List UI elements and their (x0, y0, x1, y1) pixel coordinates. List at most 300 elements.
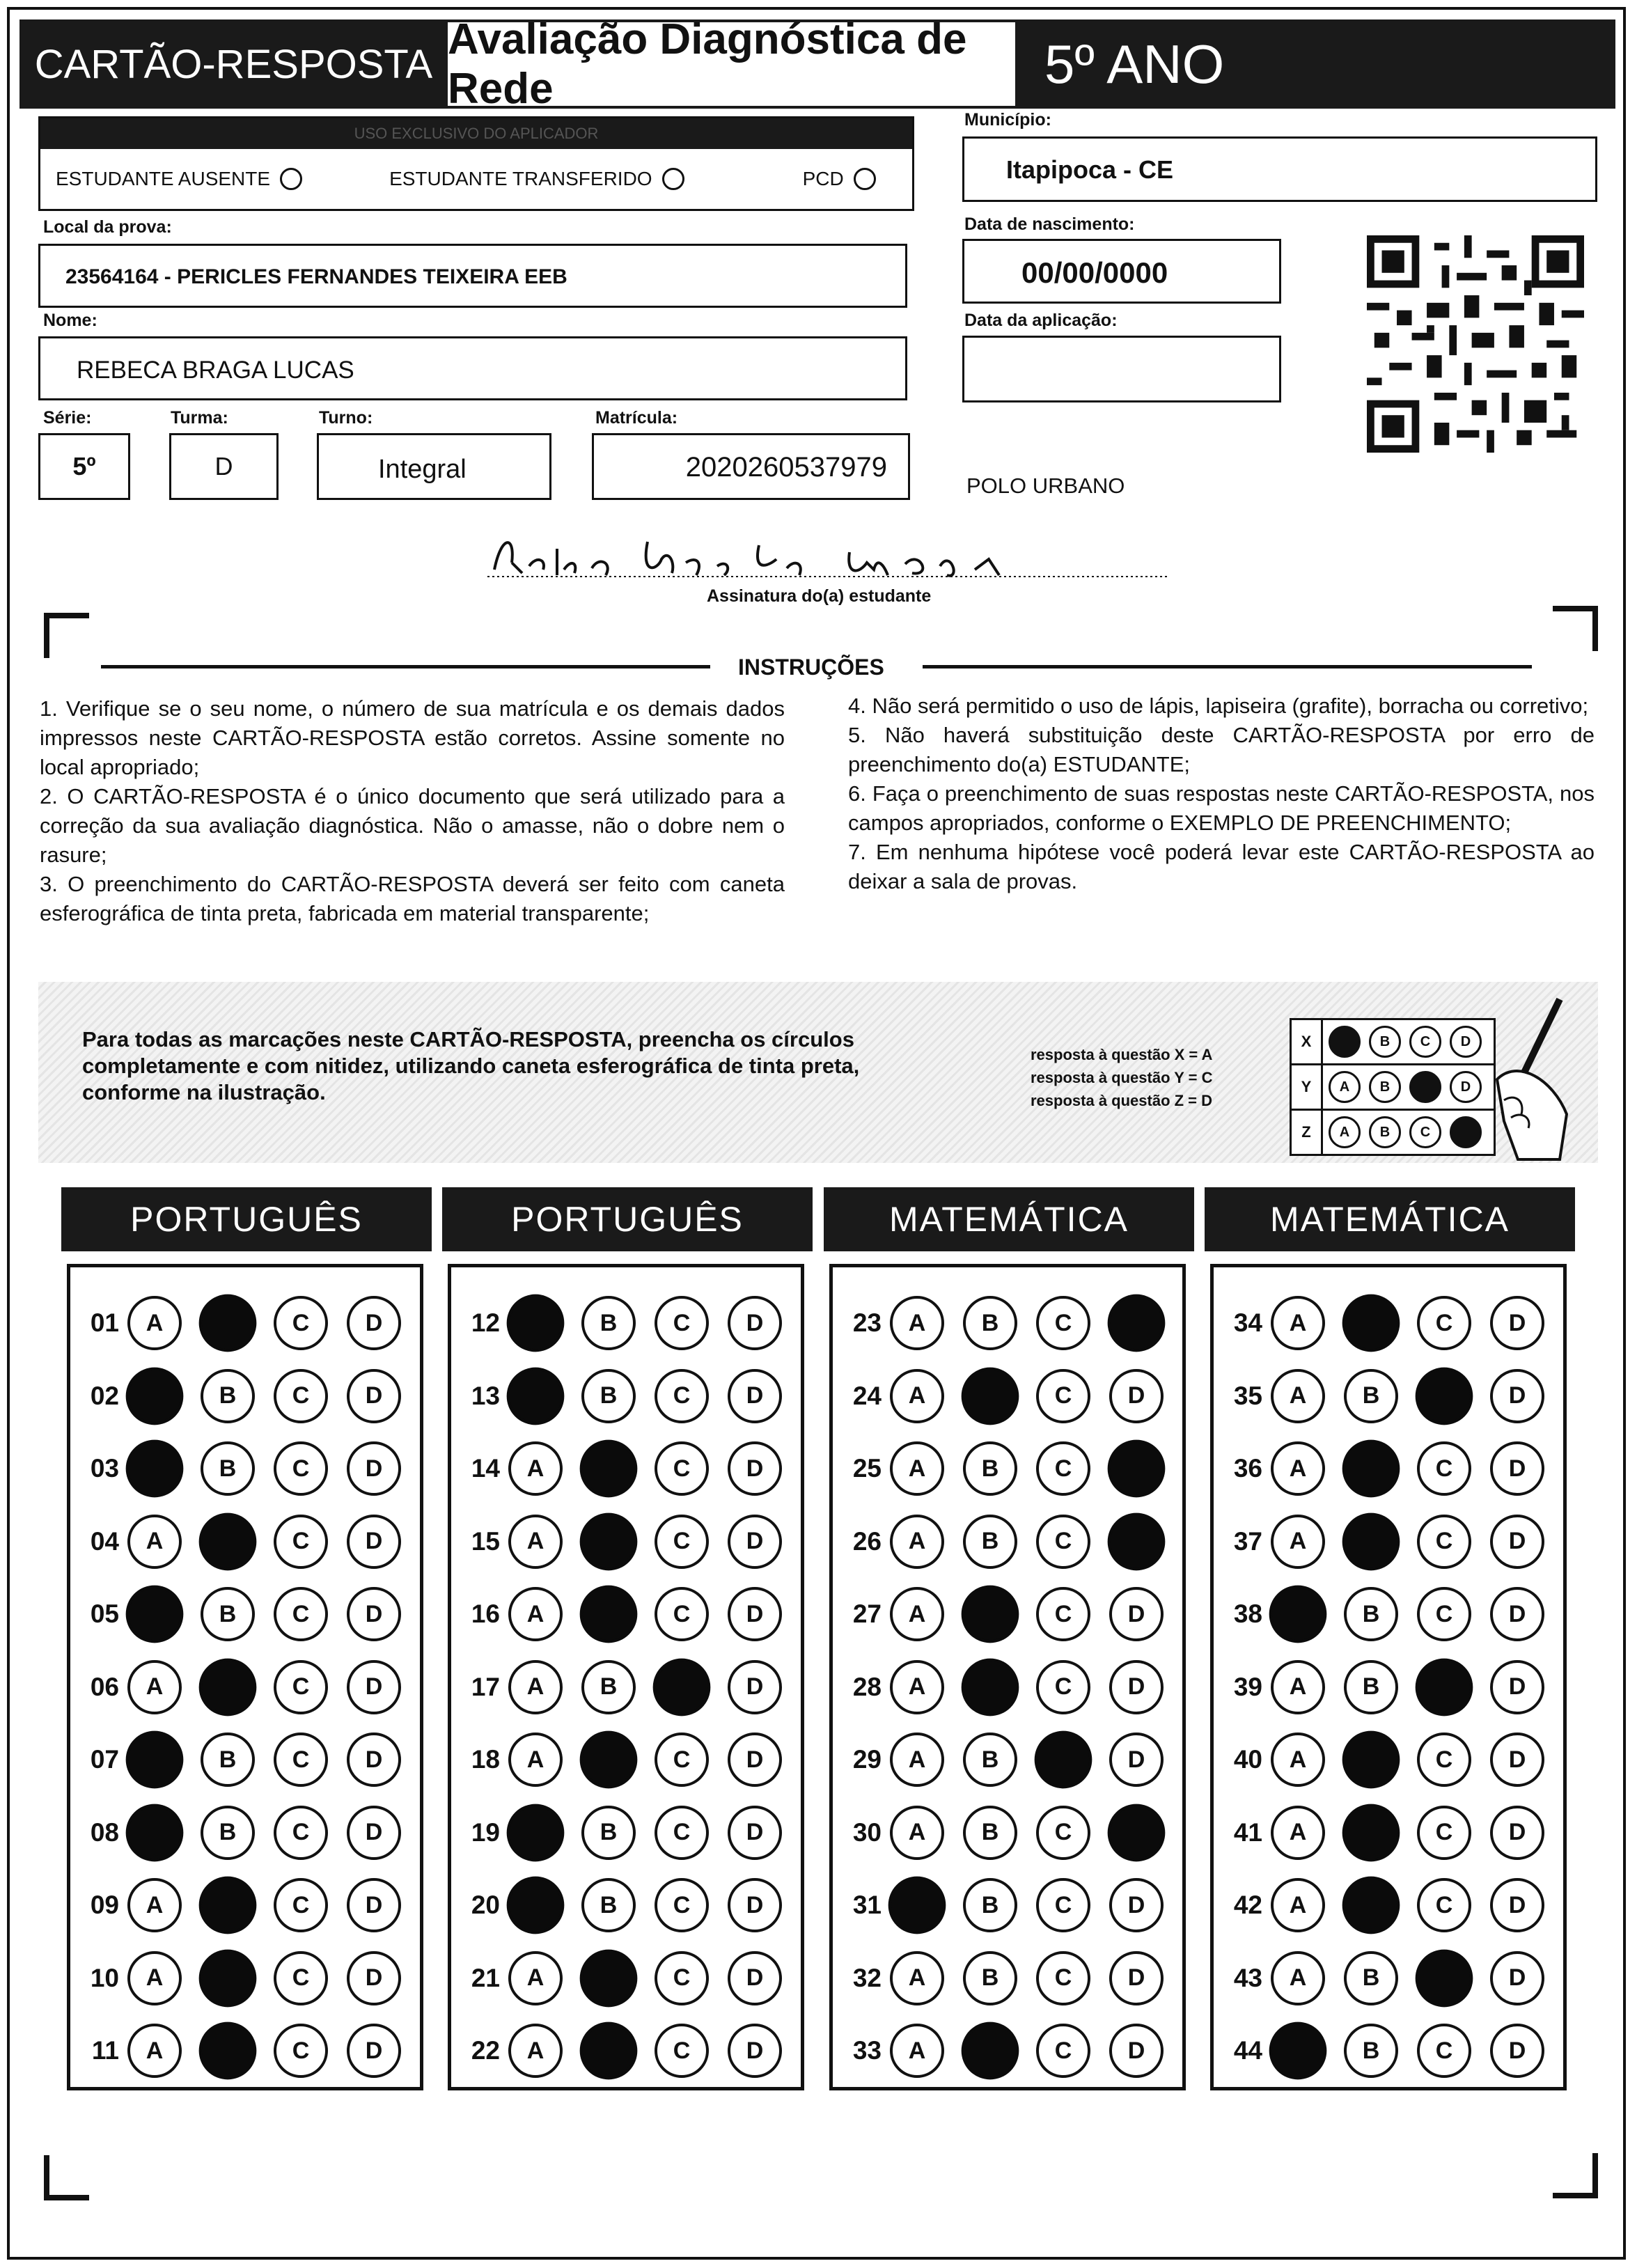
example-line: resposta à questão X = A (1031, 1046, 1213, 1063)
answer-bubble-b[interactable] (1342, 1440, 1400, 1498)
answer-bubble-d[interactable]: D (728, 1878, 782, 1932)
answer-bubble-c[interactable]: C (655, 1878, 709, 1932)
answer-bubble-a[interactable] (507, 1295, 565, 1352)
answer-bubble-d[interactable]: D (1109, 2024, 1164, 2078)
pcd-checkbox[interactable] (854, 168, 876, 190)
answer-bubble-d[interactable]: D (1490, 1587, 1544, 1641)
answer-bubble-c[interactable]: C (274, 1369, 328, 1423)
answer-bubble-a[interactable] (126, 1731, 184, 1789)
answer-bubble-b[interactable] (1342, 1877, 1400, 1934)
answer-column (829, 1264, 1186, 2090)
instruction-item: 2. O CARTÃO-RESPOSTA é o único documento que será utilizado para a correção da sua avaliação diagnóstica. Não o amasse, não o dobre nem o rasure; (40, 784, 785, 867)
answer-bubble-b[interactable]: B (1344, 1951, 1398, 2005)
question-row (833, 2015, 1182, 2087)
answer-bubble-b[interactable]: B (201, 1806, 255, 1860)
answer-bubble-c[interactable]: C (274, 2024, 328, 2078)
answer-bubble-c[interactable]: C (655, 2024, 709, 2078)
answer-bubble-c[interactable]: C (655, 1515, 709, 1569)
answer-bubble-d[interactable]: D (1490, 1951, 1544, 2005)
pen-illustration-icon (1476, 996, 1581, 1163)
answer-bubble-c[interactable]: C (1417, 1441, 1471, 1496)
answer-bubble-b[interactable] (199, 2022, 257, 2080)
answer-bubble-c[interactable]: C (1036, 1296, 1090, 1350)
question-number: 20 (471, 1891, 500, 1919)
answer-bubble-c[interactable]: C (274, 1587, 328, 1641)
answer-bubble-c[interactable]: C (1036, 1806, 1090, 1860)
answer-bubble-d[interactable]: D (347, 1733, 401, 1787)
absent-label: ESTUDANTE AUSENTE (56, 168, 271, 189)
question-number: 06 (90, 1672, 119, 1701)
example-bubble (1409, 1071, 1441, 1103)
matricula-label: Matrícula: (595, 408, 678, 428)
answer-bubble-b[interactable] (580, 2022, 638, 2080)
answer-bubble-a[interactable]: A (1271, 1806, 1325, 1860)
answer-bubble-c[interactable]: C (1036, 1660, 1090, 1714)
question-number: 17 (471, 1672, 500, 1701)
answer-bubble-d[interactable]: D (728, 2024, 782, 2078)
answer-bubble-a[interactable]: A (1271, 1441, 1325, 1496)
example-bubble: C (1409, 1026, 1441, 1058)
answer-bubble-a[interactable]: A (890, 1806, 944, 1860)
answer-bubble-d[interactable]: D (728, 1733, 782, 1787)
answer-bubble-c[interactable]: C (655, 1733, 709, 1787)
answer-bubble-d[interactable]: D (1490, 1296, 1544, 1350)
question-number: 01 (90, 1308, 119, 1337)
question-number: 11 (91, 2036, 119, 2065)
answer-bubble-a[interactable]: A (890, 1587, 944, 1641)
question-row (833, 1287, 1182, 1359)
answer-bubble-c[interactable]: C (1417, 1296, 1471, 1350)
answer-bubble-d[interactable]: D (1490, 1515, 1544, 1569)
question-row (833, 1578, 1182, 1650)
question-number: 44 (1233, 2036, 1262, 2065)
answer-bubble-c[interactable]: C (1417, 1515, 1471, 1569)
answer-bubble-d[interactable] (1108, 1295, 1166, 1352)
question-row (1214, 1797, 1563, 1869)
answer-bubble-d[interactable]: D (728, 1441, 782, 1496)
answer-bubble-c[interactable]: C (1417, 1806, 1471, 1860)
question-row (1214, 1287, 1563, 1359)
answer-bubble-d[interactable]: D (347, 1587, 401, 1641)
answer-bubble-b[interactable] (1342, 1731, 1400, 1789)
answer-bubble-a[interactable] (126, 1586, 184, 1643)
question-number: 10 (90, 1963, 119, 1992)
aplicacao-field[interactable] (962, 336, 1281, 402)
answer-bubble-a[interactable]: A (127, 1515, 182, 1569)
example-row (1292, 1020, 1494, 1065)
example-bubble (1329, 1026, 1361, 1058)
instruction-item: 7. Em nenhuma hipótese você poderá levar este CARTÃO-RESPOSTA ao deixar a sala de provas. (848, 840, 1595, 893)
question-number: 19 (471, 1817, 500, 1847)
answer-bubble-b[interactable] (1342, 1512, 1400, 1570)
question-row (451, 1360, 801, 1432)
local-field (38, 244, 907, 308)
question-row (70, 1360, 420, 1432)
question-row (70, 1287, 420, 1359)
local-label: Local da prova: (43, 217, 172, 237)
question-row (1214, 1942, 1563, 2015)
answer-bubble-b[interactable] (1342, 1295, 1400, 1352)
nascimento-label: Data de nascimento: (964, 214, 1135, 234)
question-row (1214, 1869, 1563, 1941)
answer-bubble-c[interactable]: C (274, 1660, 328, 1714)
answer-bubble-c[interactable]: C (1036, 1587, 1090, 1641)
answer-bubble-c[interactable]: C (1417, 1878, 1471, 1932)
answer-bubble-b[interactable]: B (1344, 2024, 1398, 2078)
question-row (451, 1651, 801, 1723)
example-bubble: B (1369, 1116, 1401, 1148)
answer-bubble-a[interactable]: A (1271, 1369, 1325, 1423)
question-number: 18 (471, 1745, 500, 1774)
question-number: 38 (1233, 1600, 1262, 1628)
answer-bubble-d[interactable]: D (347, 1296, 401, 1350)
corner-mark-tl (44, 613, 89, 658)
municipio-field (962, 136, 1597, 202)
answer-bubble-d[interactable]: D (347, 1806, 401, 1860)
answer-bubble-d[interactable]: D (1109, 1369, 1164, 1423)
answer-bubble-d[interactable]: D (1109, 1587, 1164, 1641)
question-row (1214, 1578, 1563, 1650)
answer-bubble-d[interactable]: D (728, 1951, 782, 2005)
question-number: 29 (852, 1745, 882, 1774)
answer-bubble-b[interactable]: B (581, 1878, 636, 1932)
answer-bubble-d[interactable]: D (347, 1515, 401, 1569)
question-row (1214, 2015, 1563, 2087)
answer-bubble-c[interactable] (1416, 1949, 1473, 2007)
applicator-box (38, 116, 914, 211)
local-value: 23564164 - PERICLES FERNANDES TEIXEIRA EEB (65, 265, 567, 288)
question-number: 28 (852, 1672, 882, 1701)
answer-bubble-a[interactable] (507, 1367, 565, 1425)
question-row (451, 2015, 801, 2087)
polo-label: POLO URBANO (966, 474, 1125, 498)
answer-bubble-c[interactable]: C (274, 1733, 328, 1787)
answer-bubble-a[interactable]: A (508, 1441, 563, 1496)
answer-bubble-a[interactable] (126, 1440, 184, 1498)
answer-bubble-a[interactable]: A (890, 1951, 944, 2005)
answer-bubble-a[interactable]: A (508, 2024, 563, 2078)
question-row (70, 1506, 420, 1578)
answer-bubble-d[interactable]: D (1490, 1806, 1544, 1860)
nascimento-value: 00/00/0000 (1021, 256, 1168, 289)
instructions-rule-right (923, 665, 1532, 668)
answer-bubble-c[interactable]: C (655, 1369, 709, 1423)
answer-bubble-a[interactable]: A (1271, 1660, 1325, 1714)
answer-bubble-a[interactable] (1269, 2022, 1327, 2080)
answer-bubble-b[interactable]: B (201, 1733, 255, 1787)
answer-bubble-b[interactable]: B (201, 1369, 255, 1423)
instruction-item: 5. Não haverá substituição deste CARTÃO-RESPOSTA por erro de preenchimento do(a) ESTUDANTE; (848, 723, 1595, 776)
answer-column (67, 1264, 423, 2090)
answer-bubble-d[interactable]: D (728, 1806, 782, 1860)
answer-column (1210, 1264, 1567, 2090)
question-row (833, 1506, 1182, 1578)
answer-bubble-c[interactable]: C (1036, 1951, 1090, 2005)
absent-checkbox[interactable] (280, 168, 302, 190)
question-row (451, 1287, 801, 1359)
answer-bubble-c[interactable] (653, 1658, 711, 1716)
answer-bubble-c[interactable]: C (274, 1951, 328, 2005)
answer-bubble-b[interactable]: B (581, 1369, 636, 1423)
nome-field (38, 336, 907, 400)
answer-bubble-b[interactable]: B (963, 1951, 1017, 2005)
example-bubble: A (1329, 1116, 1361, 1148)
question-row (1214, 1651, 1563, 1723)
answer-bubble-d[interactable]: D (347, 1878, 401, 1932)
section-title: PORTUGUÊS (61, 1187, 432, 1251)
answer-bubble-b[interactable] (199, 1949, 257, 2007)
question-number: 12 (471, 1308, 500, 1337)
answer-bubble-b[interactable]: B (963, 1515, 1017, 1569)
question-number: 05 (90, 1600, 119, 1628)
question-row (451, 1432, 801, 1505)
instructions-right (848, 691, 1595, 896)
answer-bubble-d[interactable]: D (1490, 1441, 1544, 1496)
answer-bubble-d[interactable]: D (347, 1369, 401, 1423)
example-row (1292, 1111, 1494, 1154)
answer-bubble-d[interactable]: D (1109, 1878, 1164, 1932)
answer-bubble-b[interactable]: B (963, 1806, 1017, 1860)
answer-bubble-a[interactable] (126, 1804, 184, 1861)
answer-bubble-d[interactable]: D (1109, 1951, 1164, 2005)
answer-bubble-c[interactable]: C (1036, 1515, 1090, 1569)
corner-mark-bl (44, 2155, 89, 2200)
grade-title: 5º ANO (1015, 19, 1615, 109)
serie-value: 5º (72, 452, 96, 480)
question-number: 43 (1233, 1963, 1262, 1992)
example-bubble: B (1369, 1026, 1401, 1058)
answer-bubble-a[interactable]: A (1271, 1733, 1325, 1787)
answer-bubble-a[interactable]: A (890, 1369, 944, 1423)
answer-bubble-a[interactable] (507, 1877, 565, 1934)
answer-bubble-c[interactable]: C (1417, 2024, 1471, 2078)
answer-bubble-a[interactable]: A (508, 1660, 563, 1714)
question-number: 36 (1233, 1454, 1262, 1483)
example-line: resposta à questão Y = C (1031, 1069, 1213, 1086)
answer-bubble-a[interactable]: A (890, 1660, 944, 1714)
answer-bubble-a[interactable]: A (508, 1515, 563, 1569)
answer-bubble-b[interactable]: B (201, 1587, 255, 1641)
answer-bubble-c[interactable]: C (1036, 1878, 1090, 1932)
answer-bubble-c[interactable]: C (655, 1951, 709, 2005)
answer-bubble-a[interactable]: A (508, 1733, 563, 1787)
answer-bubble-b[interactable]: B (1344, 1369, 1398, 1423)
question-row (451, 1869, 801, 1941)
question-number: 35 (1233, 1381, 1262, 1410)
answer-bubble-c[interactable]: C (1036, 1441, 1090, 1496)
answer-bubble-a[interactable]: A (890, 2024, 944, 2078)
answer-bubble-c[interactable]: C (655, 1587, 709, 1641)
answer-bubble-c[interactable]: C (274, 1296, 328, 1350)
answer-bubble-b[interactable]: B (1344, 1660, 1398, 1714)
answer-bubble-a[interactable]: A (1271, 1515, 1325, 1569)
example-bubble: D (1450, 1026, 1482, 1058)
question-row (451, 1506, 801, 1578)
answer-bubble-d[interactable]: D (1109, 1733, 1164, 1787)
answer-bubble-b[interactable] (199, 1512, 257, 1570)
answer-bubble-b[interactable] (962, 1367, 1019, 1425)
card-title: CARTÃO-RESPOSTA (19, 19, 448, 109)
answer-bubble-a[interactable]: A (890, 1441, 944, 1496)
answer-bubble-b[interactable] (580, 1586, 638, 1643)
answer-bubble-a[interactable]: A (127, 1951, 182, 2005)
qr-code (1367, 235, 1584, 453)
answer-bubble-a[interactable]: A (127, 1660, 182, 1714)
answer-bubble-c[interactable]: C (1036, 2024, 1090, 2078)
answer-bubble-b[interactable]: B (581, 1806, 636, 1860)
answer-bubble-b[interactable] (199, 1877, 257, 1934)
answer-bubble-a[interactable]: A (890, 1296, 944, 1350)
answer-bubble-d[interactable]: D (1490, 1733, 1544, 1787)
question-number: 42 (1233, 1891, 1262, 1919)
answer-bubble-b[interactable] (962, 2022, 1019, 2080)
turno-field (317, 433, 551, 500)
answer-bubble-b[interactable]: B (963, 1733, 1017, 1787)
question-row (833, 1432, 1182, 1505)
answer-bubble-b[interactable] (580, 1731, 638, 1789)
question-row (833, 1869, 1182, 1941)
answer-bubble-a[interactable] (507, 1804, 565, 1861)
answer-bubble-c[interactable]: C (1036, 1369, 1090, 1423)
answer-bubble-d[interactable]: D (347, 1660, 401, 1714)
municipio-label: Município: (964, 110, 1051, 130)
answer-bubble-a[interactable] (126, 1367, 184, 1425)
question-row (70, 1578, 420, 1650)
answer-bubble-d[interactable]: D (728, 1369, 782, 1423)
answer-bubble-b[interactable] (962, 1586, 1019, 1643)
answer-bubble-c[interactable]: C (274, 1515, 328, 1569)
answer-bubble-b[interactable] (580, 1440, 638, 1498)
answer-bubble-b[interactable] (580, 1512, 638, 1570)
answer-bubble-c[interactable] (1416, 1367, 1473, 1425)
question-number: 24 (852, 1381, 882, 1410)
answer-bubble-b[interactable]: B (201, 1441, 255, 1496)
answer-bubble-a[interactable]: A (1271, 1878, 1325, 1932)
answer-bubble-d[interactable]: D (1490, 2024, 1544, 2078)
question-number: 27 (852, 1600, 882, 1628)
example-bubble: B (1369, 1071, 1401, 1103)
corner-mark-br (1553, 2153, 1598, 2198)
answer-bubble-d[interactable]: D (728, 1660, 782, 1714)
answer-bubble-c[interactable] (1416, 1658, 1473, 1716)
question-number: 14 (471, 1454, 500, 1483)
question-number: 15 (471, 1526, 500, 1556)
answer-bubble-a[interactable]: A (890, 1733, 944, 1787)
question-row (451, 1797, 801, 1869)
answer-bubble-b[interactable] (1342, 1804, 1400, 1861)
answer-bubble-a[interactable]: A (127, 1296, 182, 1350)
question-number: 04 (90, 1526, 119, 1556)
answer-bubble-b[interactable]: B (963, 1296, 1017, 1350)
answer-bubble-d[interactable]: D (347, 1441, 401, 1496)
question-number: 37 (1233, 1526, 1262, 1556)
answer-bubble-b[interactable] (199, 1658, 257, 1716)
answer-bubble-c[interactable] (1035, 1731, 1092, 1789)
answer-bubble-d[interactable]: D (1490, 1369, 1544, 1423)
question-row (1214, 1506, 1563, 1578)
question-row (1214, 1723, 1563, 1796)
answer-bubble-a[interactable] (888, 1877, 946, 1934)
signature-caption: Assinatura do(a) estudante (707, 586, 932, 606)
answer-bubble-a[interactable]: A (1271, 1951, 1325, 2005)
answer-bubble-d[interactable] (1108, 1440, 1166, 1498)
answer-bubble-d[interactable]: D (347, 1951, 401, 2005)
answer-bubble-d[interactable]: D (1490, 1660, 1544, 1714)
answer-bubble-b[interactable]: B (581, 1660, 636, 1714)
answer-bubble-c[interactable]: C (1417, 1587, 1471, 1641)
answer-bubble-c[interactable]: C (274, 1878, 328, 1932)
transferred-checkbox[interactable] (662, 168, 684, 190)
instructions-title: INSTRUÇÕES (738, 655, 884, 680)
turma-value: D (214, 452, 233, 480)
answer-bubble-c[interactable]: C (655, 1806, 709, 1860)
nome-value: REBECA BRAGA LUCAS (77, 357, 354, 384)
question-row (451, 1578, 801, 1650)
answer-bubble-a[interactable] (1269, 1586, 1327, 1643)
example-grid (1290, 1018, 1496, 1156)
example-row (1292, 1065, 1494, 1111)
question-number: 25 (852, 1454, 882, 1483)
question-number: 30 (852, 1817, 882, 1847)
question-row (70, 1797, 420, 1869)
applicator-header: USO EXCLUSIVO DO APLICADOR (40, 118, 912, 149)
answer-bubble-d[interactable]: D (728, 1587, 782, 1641)
turno-value: Integral (378, 455, 467, 484)
answer-column (448, 1264, 804, 2090)
answer-bubble-c[interactable]: C (655, 1441, 709, 1496)
answer-bubble-a[interactable]: A (1271, 1296, 1325, 1350)
answer-bubble-a[interactable]: A (127, 2024, 182, 2078)
answer-bubble-c[interactable]: C (274, 1441, 328, 1496)
instruction-item: 3. O preenchimento do CARTÃO-RESPOSTA deverá ser feito com caneta esferográfica de tinta preta, fabricada em material transparente; (40, 872, 785, 925)
answer-bubble-b[interactable] (962, 1658, 1019, 1716)
example-lines (1031, 1043, 1212, 1112)
example-bubble: C (1409, 1116, 1441, 1148)
question-row (833, 1360, 1182, 1432)
answer-bubble-c[interactable]: C (274, 1806, 328, 1860)
answer-bubble-d[interactable]: D (1490, 1878, 1544, 1932)
answer-bubble-c[interactable]: C (655, 1296, 709, 1350)
question-number: 13 (471, 1381, 500, 1410)
answer-bubble-d[interactable]: D (728, 1296, 782, 1350)
answer-bubble-b[interactable]: B (581, 1296, 636, 1350)
answer-bubble-a[interactable]: A (890, 1515, 944, 1569)
answer-bubble-a[interactable]: A (508, 1951, 563, 2005)
question-number: 07 (90, 1745, 119, 1774)
turno-label: Turno: (319, 408, 373, 428)
answer-bubble-d[interactable]: D (347, 2024, 401, 2078)
matricula-field (592, 433, 910, 500)
answer-bubble-b[interactable]: B (1344, 1587, 1398, 1641)
answer-bubble-c[interactable]: C (1417, 1733, 1471, 1787)
turma-label: Turma: (171, 408, 228, 428)
answer-bubble-b[interactable]: B (963, 1878, 1017, 1932)
answer-bubble-d[interactable]: D (1109, 1660, 1164, 1714)
answer-bubble-d[interactable] (1108, 1512, 1166, 1570)
question-number: 16 (471, 1600, 500, 1628)
answer-bubble-d[interactable] (1108, 1804, 1166, 1861)
answer-bubble-b[interactable] (199, 1295, 257, 1352)
exam-title: Avaliação Diagnóstica de Rede (448, 19, 1015, 109)
answer-bubble-b[interactable] (580, 1949, 638, 2007)
answer-bubble-a[interactable]: A (127, 1878, 182, 1932)
answer-bubble-d[interactable]: D (728, 1515, 782, 1569)
answer-bubble-a[interactable]: A (508, 1587, 563, 1641)
question-row (833, 1942, 1182, 2015)
answer-bubble-b[interactable]: B (963, 1441, 1017, 1496)
instruction-item: 6. Faça o preenchimento de suas respostas neste CARTÃO-RESPOSTA, nos campos apropriados, conforme o EXEMPLO DE PREENCHIMENTO; (848, 781, 1595, 835)
example-row-label: X (1292, 1020, 1323, 1063)
